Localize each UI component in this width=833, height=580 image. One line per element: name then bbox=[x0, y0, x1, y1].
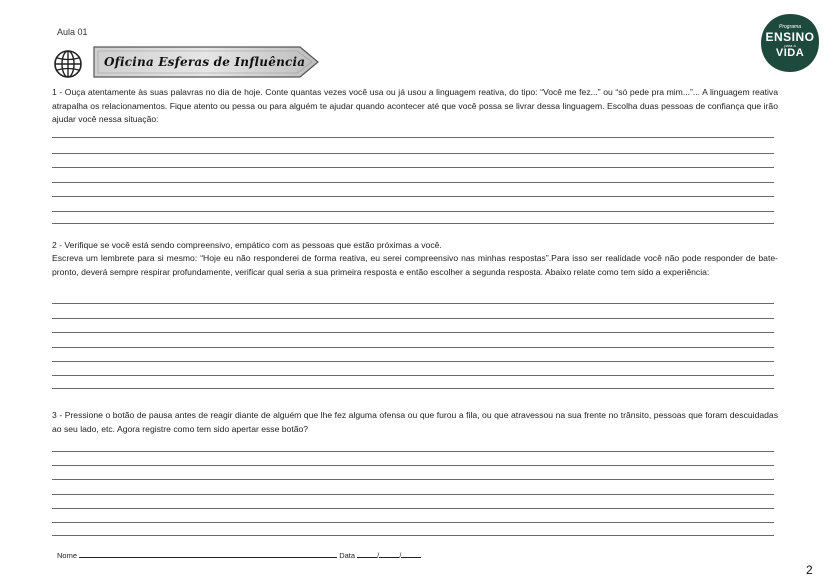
date-separator: / bbox=[377, 551, 380, 560]
answer-line[interactable] bbox=[52, 332, 774, 333]
question-1-text: 1 - Ouça atentamente às suas palavras no dia de hoje. Conte quantas vezes você usa ou já usou a linguagem reativa, do tipo: “Você me fez...” ou “só pede pra mim...”... A linguagem reativa atrapalha os relacionamentos. Fique atento ou pessa ou para alguém te ajudar quando acontecer até que você possa se livrar dessa linguagem. Escolha duas pessoas de confiança que irão ajudar você nessa situação: bbox=[52, 87, 778, 124]
answer-line[interactable] bbox=[52, 508, 774, 509]
answer-line[interactable] bbox=[52, 494, 774, 495]
question-3-text: 3 - Pressione o botão de pausa antes de reagir diante de alguém que lhe fez alguma ofensa ou que furou a fila, ou que atravessou na sua frente no trânsito, pessoas que foram descuidadas ao seu lado, etc. Agora registre como tem sido apertar esse botão? bbox=[52, 410, 778, 434]
answer-line[interactable] bbox=[52, 318, 774, 319]
answer-line[interactable] bbox=[52, 375, 774, 376]
date-label: Data bbox=[339, 551, 356, 560]
answer-line[interactable] bbox=[52, 196, 774, 197]
answer-line[interactable] bbox=[52, 451, 774, 452]
logo-bottom-text: VIDA bbox=[775, 47, 805, 59]
page-number: 2 bbox=[806, 563, 813, 577]
answer-line[interactable] bbox=[52, 211, 774, 212]
answer-line[interactable] bbox=[52, 153, 774, 154]
answer-line[interactable] bbox=[52, 347, 774, 348]
logo-top-text: Programa bbox=[779, 24, 801, 30]
answer-line[interactable] bbox=[52, 182, 774, 183]
answer-line[interactable] bbox=[52, 361, 774, 362]
date-separator: / bbox=[399, 551, 402, 560]
date-day-field[interactable] bbox=[357, 549, 380, 560]
answer-line[interactable] bbox=[52, 137, 774, 138]
question-2-text: Escreva um lembrete para si mesmo: “Hoje eu não responderei de forma reativa, eu serei compreensivo nas minhas respostas”.Para isso ser realidade você não pode responder de bate-pronto, deverá sempre respirar profundamente, verificar qual seria a sua primeira resposta e então escolher a segunda resposta. Abaixo relate como tem sido a experiência: bbox=[52, 253, 778, 277]
logo-mid-text: para a bbox=[784, 43, 796, 48]
answer-line[interactable] bbox=[52, 167, 774, 168]
date-year-field[interactable] bbox=[401, 549, 421, 558]
name-field[interactable] bbox=[79, 549, 337, 558]
logo-main-text: ENSINO bbox=[765, 30, 815, 44]
answer-line[interactable] bbox=[52, 522, 774, 523]
answer-line[interactable] bbox=[52, 465, 774, 466]
date-month-field[interactable] bbox=[379, 549, 402, 560]
globe-icon bbox=[52, 48, 84, 80]
question-2-heading: 2 - Verifique se você está sendo compreensivo, empático com as pessoas que estão próximas a você. bbox=[52, 240, 442, 250]
answer-line[interactable] bbox=[52, 479, 774, 480]
aula-label: Aula 01 bbox=[57, 27, 88, 37]
banner-title: Oficina Esferas de Influência bbox=[104, 55, 306, 69]
answer-line[interactable] bbox=[52, 388, 774, 389]
name-label: Nome bbox=[57, 551, 78, 560]
answer-line[interactable] bbox=[52, 535, 774, 536]
answer-line[interactable] bbox=[52, 223, 774, 224]
footer bbox=[57, 549, 421, 560]
answer-line[interactable] bbox=[52, 303, 774, 304]
